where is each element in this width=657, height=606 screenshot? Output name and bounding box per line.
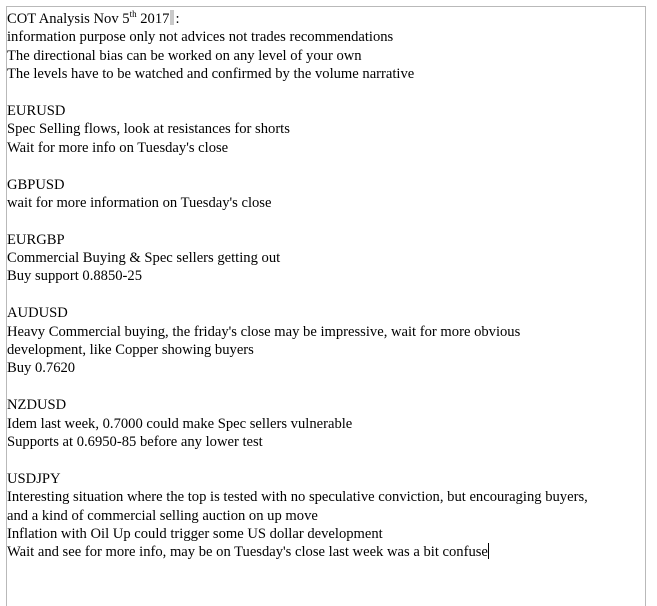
audusd-line-2: development, like Copper showing buyers [7, 342, 254, 359]
pair-heading-eurusd: EURUSD [7, 102, 66, 119]
blank-line [7, 378, 647, 396]
nzdusd-line-1: Idem last week, 0.7000 could make Spec sellers vulnerable [7, 415, 353, 432]
document-body[interactable] [7, 10, 647, 562]
document-page[interactable] [6, 6, 646, 606]
title-superscript: th [129, 9, 137, 20]
title-colon: : [175, 11, 180, 27]
pair-heading-audusd: AUDUSD [7, 305, 68, 322]
usdjpy-line-2: and a kind of commercial selling auction on up move [7, 507, 318, 524]
blank-line [7, 451, 647, 469]
pair-heading-nzdusd: NZDUSD [7, 397, 67, 414]
nzdusd-line-2: Supports at 0.6950-85 before any lower test [7, 433, 263, 450]
eurusd-line-2: Wait for more info on Tuesday's close [7, 139, 229, 156]
blank-line [7, 84, 647, 102]
eurusd-line-1: Spec Selling flows, look at resistances for shorts [7, 121, 290, 138]
blank-line [7, 286, 647, 304]
selection-highlight [170, 10, 174, 25]
intro-line-1: information purpose only not advices not trades recommendations [7, 29, 394, 46]
document-title [7, 10, 647, 28]
gbpusd-line-1: wait for more information on Tuesday's close [7, 194, 272, 211]
intro-line-3: The levels have to be watched and confirmed by the volume narrative [7, 66, 415, 83]
title-suffix: 2017 [136, 11, 170, 27]
audusd-line-1: Heavy Commercial buying, the friday's close may be impressive, wait for more obvious [7, 323, 521, 340]
pair-heading-eurgbp: EURGBP [7, 231, 65, 248]
pair-heading-gbpusd: GBPUSD [7, 176, 65, 193]
eurgbp-line-2: Buy support 0.8850-25 [7, 268, 142, 285]
eurgbp-line-1: Commercial Buying & Spec sellers getting out [7, 250, 281, 267]
usdjpy-line-4-text: Wait and see for more info, may be on Tuesday's close last week was a bit confuse [7, 544, 488, 561]
usdjpy-line-1: Interesting situation where the top is tested with no speculative conviction, but encouraging buyers, [7, 489, 588, 506]
text-cursor [488, 543, 489, 559]
blank-line [7, 157, 647, 175]
audusd-line-3: Buy 0.7620 [7, 360, 76, 377]
pair-heading-usdjpy: USDJPY [7, 470, 61, 487]
intro-line-2: The directional bias can be worked on any level of your own [7, 47, 362, 64]
title-prefix: COT Analysis Nov 5 [7, 11, 130, 27]
usdjpy-line-3: Inflation with Oil Up could trigger some US dollar development [7, 525, 383, 542]
blank-line [7, 212, 647, 230]
usdjpy-line-4 [7, 543, 647, 561]
